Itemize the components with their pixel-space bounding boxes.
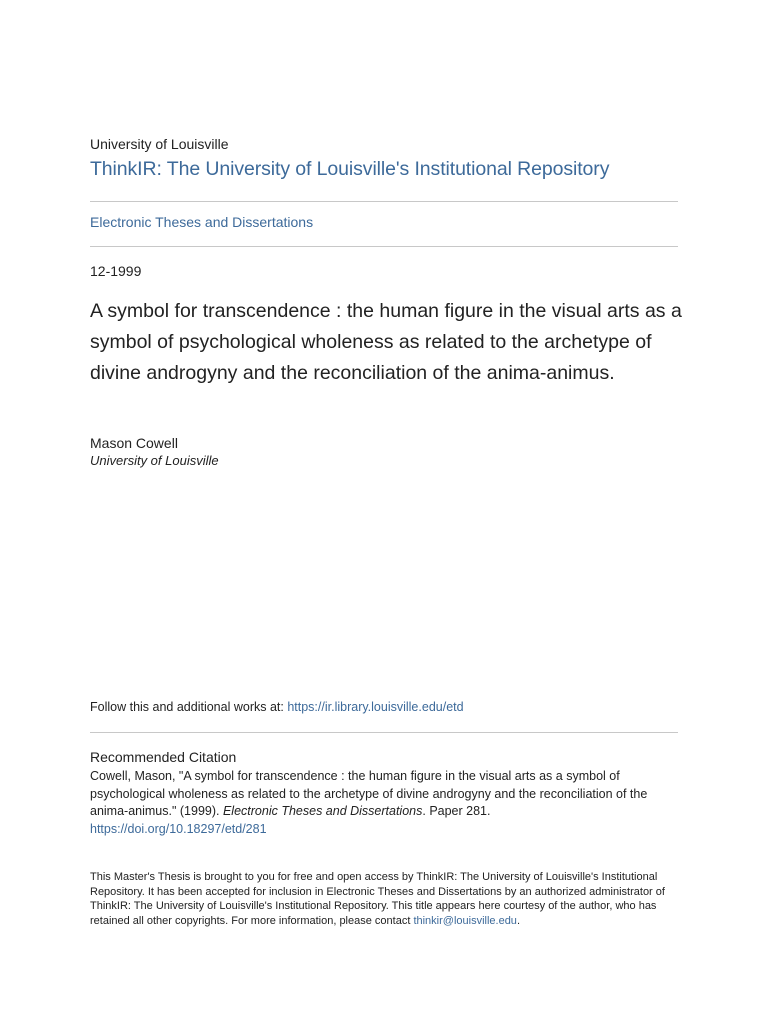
notice-text: This Master's Thesis is brought to you for free and open access by ThinkIR: The University of Louisville's Institutional Repository. It has been accepted for inclusion in Electronic Theses and Dissertations by an authorized administrator of ThinkIR: The University of Louisville's Institutional Repository. This title appears here courtesy of the author, who has retained all other copyrights. For more information, please contact [90,871,665,927]
document-title: A symbol for transcendence : the human figure in the visual arts as a symbol of psychological wholeness as related to the archetype of divine androgyny and the reconciliation of the anima-animus. [90,300,682,384]
publication-date: 12-1999 [90,263,142,279]
divider-top [90,201,678,202]
divider-series [90,246,678,247]
series-link[interactable]: Electronic Theses and Dissertations [90,214,314,230]
divider-citation [90,732,678,733]
author-affiliation: University of Louisville [90,453,219,468]
follow-link[interactable]: https://ir.library.louisville.edu/etd [287,700,464,714]
citation-paper: . Paper 281. [422,804,491,818]
contact-email-link[interactable]: thinkir@louisville.edu [413,914,517,927]
access-notice [90,870,680,928]
citation-text [90,768,680,838]
follow-line [90,700,464,714]
citation-heading: Recommended Citation [90,749,237,765]
repository-link[interactable]: ThinkIR: The University of Louisville's Institutional Repository [90,158,610,180]
citation-journal: Electronic Theses and Dissertations [222,804,423,818]
author-name: Mason Cowell [90,435,178,451]
notice-end: . [516,914,520,927]
follow-text: Follow this and additional works at: [90,700,288,714]
cover-page [90,0,682,1024]
citation-body: Cowell, Mason, "A symbol for transcendence : the human figure in the visual arts as a symbol of psychological wholeness as related to the archetype of divine androgyny and the reconciliation of the anima-animus." (1999). [90,769,648,818]
institution-name: University of Louisville [90,136,229,152]
doi-link[interactable]: https://doi.org/10.18297/etd/281 [90,821,267,836]
